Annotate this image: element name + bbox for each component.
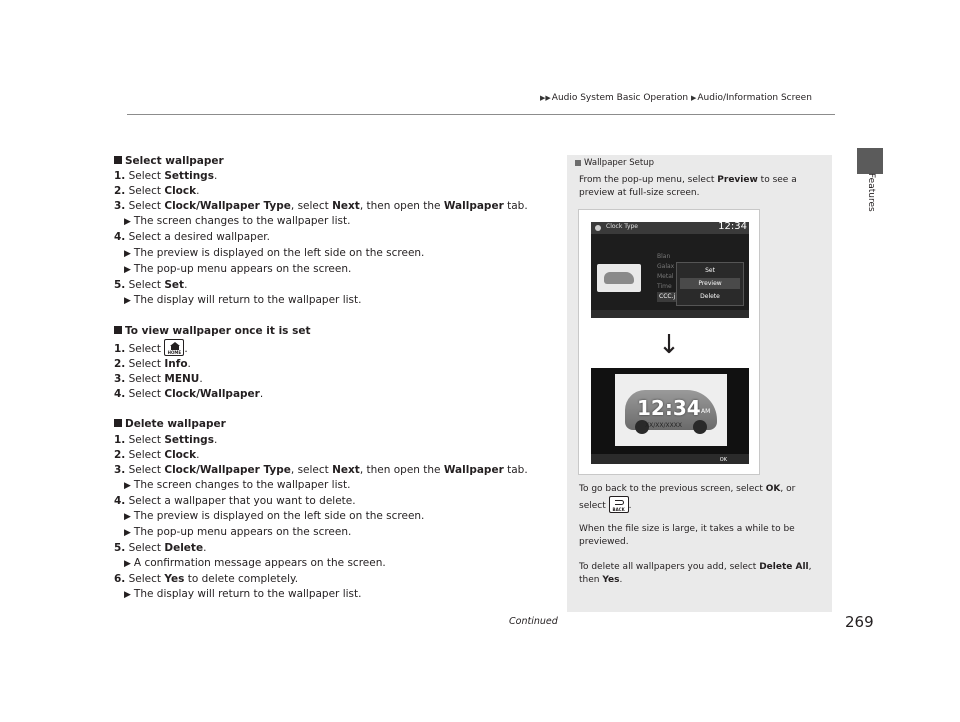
result-arrow-icon: ▶ [124, 511, 131, 522]
list-item: Time [657, 283, 672, 290]
section-tab [857, 148, 883, 174]
note-paragraph: When the file size is large, it takes a while to be previewed. [579, 524, 795, 547]
wallpaper-preview-figure [578, 209, 760, 475]
step-result: ▶ The preview is displayed on the left side on the screen. [124, 509, 425, 522]
step: 4. Select a desired wallpaper. [114, 231, 270, 244]
breadcrumb-item: Audio System Basic Operation [551, 93, 689, 103]
step-result: ▶ The preview is displayed on the left side on the screen. [124, 246, 425, 259]
section-heading: Delete wallpaper [114, 417, 554, 432]
note-paragraph: To delete all wallpapers you add, select Delete All, then Yes. [579, 562, 812, 585]
result-arrow-icon: ▶ [124, 559, 131, 570]
step: 4. Select a wallpaper that you want to delete. [114, 494, 356, 507]
screen-topbar [591, 222, 749, 234]
wallpaper-list-screen [591, 222, 749, 318]
back-icon: BACK [609, 496, 629, 513]
popup-menu [676, 262, 744, 306]
wheel-icon [693, 420, 707, 434]
note-paragraph: To go back to the previous screen, select OK, or select BACK . [579, 484, 796, 512]
popup-item-delete: Delete [700, 293, 720, 300]
step: 3. Select Clock/Wallpaper Type, select Next, then open the Wallpaper tab. [114, 200, 528, 213]
step: 1. Select HOME . [114, 339, 554, 357]
list-item: Blan [657, 253, 671, 260]
step-result: ▶ The screen changes to the wallpaper list. [124, 478, 351, 491]
wallpaper-thumbnail [597, 264, 641, 292]
down-arrow-icon: ↓ [658, 330, 680, 360]
list-item-selected: CCC.j [659, 293, 676, 300]
result-arrow-icon: ▶ [124, 295, 131, 306]
ok-button: OK [719, 457, 727, 463]
step-result: ▶ A confirmation message appears on the screen. [124, 557, 386, 570]
step-result: ▶ The display will return to the wallpaper list. [124, 293, 362, 306]
header-divider [127, 114, 835, 115]
step: 3. Select Clock/Wallpaper Type, select Next, then open the Wallpaper tab. [114, 463, 528, 476]
step: 1. Select Settings. [114, 170, 218, 183]
wallpaper-list [657, 252, 677, 302]
preview-wallpaper [615, 374, 727, 446]
step: 5. Select Delete. [114, 542, 207, 555]
result-arrow-icon: ▶ [124, 248, 131, 259]
popup-item-set: Set [705, 267, 715, 274]
square-bullet-icon [114, 419, 122, 427]
preview-ampm: AM [701, 408, 711, 415]
step-result: ▶ The pop-up menu appears on the screen. [124, 526, 352, 539]
step: 2. Select Info. [114, 358, 191, 371]
popup-item-preview: Preview [680, 278, 740, 289]
note-paragraph: From the pop-up menu, select Preview to see a preview at full-size screen. [579, 175, 797, 198]
screen-bottombar [591, 310, 749, 318]
step: 1. Select Settings. [114, 433, 218, 446]
screen-time: 12:34 [718, 221, 747, 232]
page-number: 269 [845, 613, 874, 631]
note-marker-icon [575, 160, 581, 166]
square-bullet-icon [114, 326, 122, 334]
screen-title: Clock Type [606, 223, 638, 230]
list-item: Galax [657, 263, 675, 270]
preview-clock: 12:34 [637, 396, 701, 420]
step: 2. Select Clock. [114, 185, 200, 198]
step: 2. Select Clock. [114, 448, 200, 461]
step-result: ▶ The display will return to the wallpaper list. [124, 588, 362, 601]
section-label: Features [866, 173, 876, 212]
breadcrumb [540, 93, 812, 103]
breadcrumb-item: Audio/Information Screen [697, 93, 812, 103]
home-icon: HOME [164, 339, 184, 356]
back-dot-icon [595, 225, 601, 231]
car-icon [604, 272, 634, 284]
main-content [114, 154, 554, 604]
step-result: ▶ The pop-up menu appears on the screen. [124, 262, 352, 275]
result-arrow-icon: ▶ [124, 590, 131, 601]
section-heading: To view wallpaper once it is set [114, 324, 554, 339]
step: 3. Select MENU. [114, 373, 203, 386]
preview-date: XX/XX/XXXX [645, 422, 682, 429]
note-title: Wallpaper Setup [575, 158, 654, 168]
breadcrumb-arrow-icon: ▶ [691, 94, 697, 102]
step: 5. Select Set. [114, 278, 188, 291]
step: 4. Select Clock/Wallpaper. [114, 388, 264, 401]
continued-label: Continued [509, 616, 558, 627]
breadcrumb-arrow-icon: ▶▶ [540, 94, 551, 102]
result-arrow-icon: ▶ [124, 480, 131, 491]
step-result: ▶ The screen changes to the wallpaper list. [124, 215, 351, 228]
fullscreen-preview-screen [591, 368, 749, 464]
section-heading: Select wallpaper [114, 154, 554, 169]
list-item: Metal [657, 273, 674, 280]
result-arrow-icon: ▶ [124, 528, 131, 539]
result-arrow-icon: ▶ [124, 217, 131, 228]
square-bullet-icon [114, 156, 122, 164]
step: 6. Select Yes to delete completely. [114, 573, 299, 586]
result-arrow-icon: ▶ [124, 264, 131, 275]
